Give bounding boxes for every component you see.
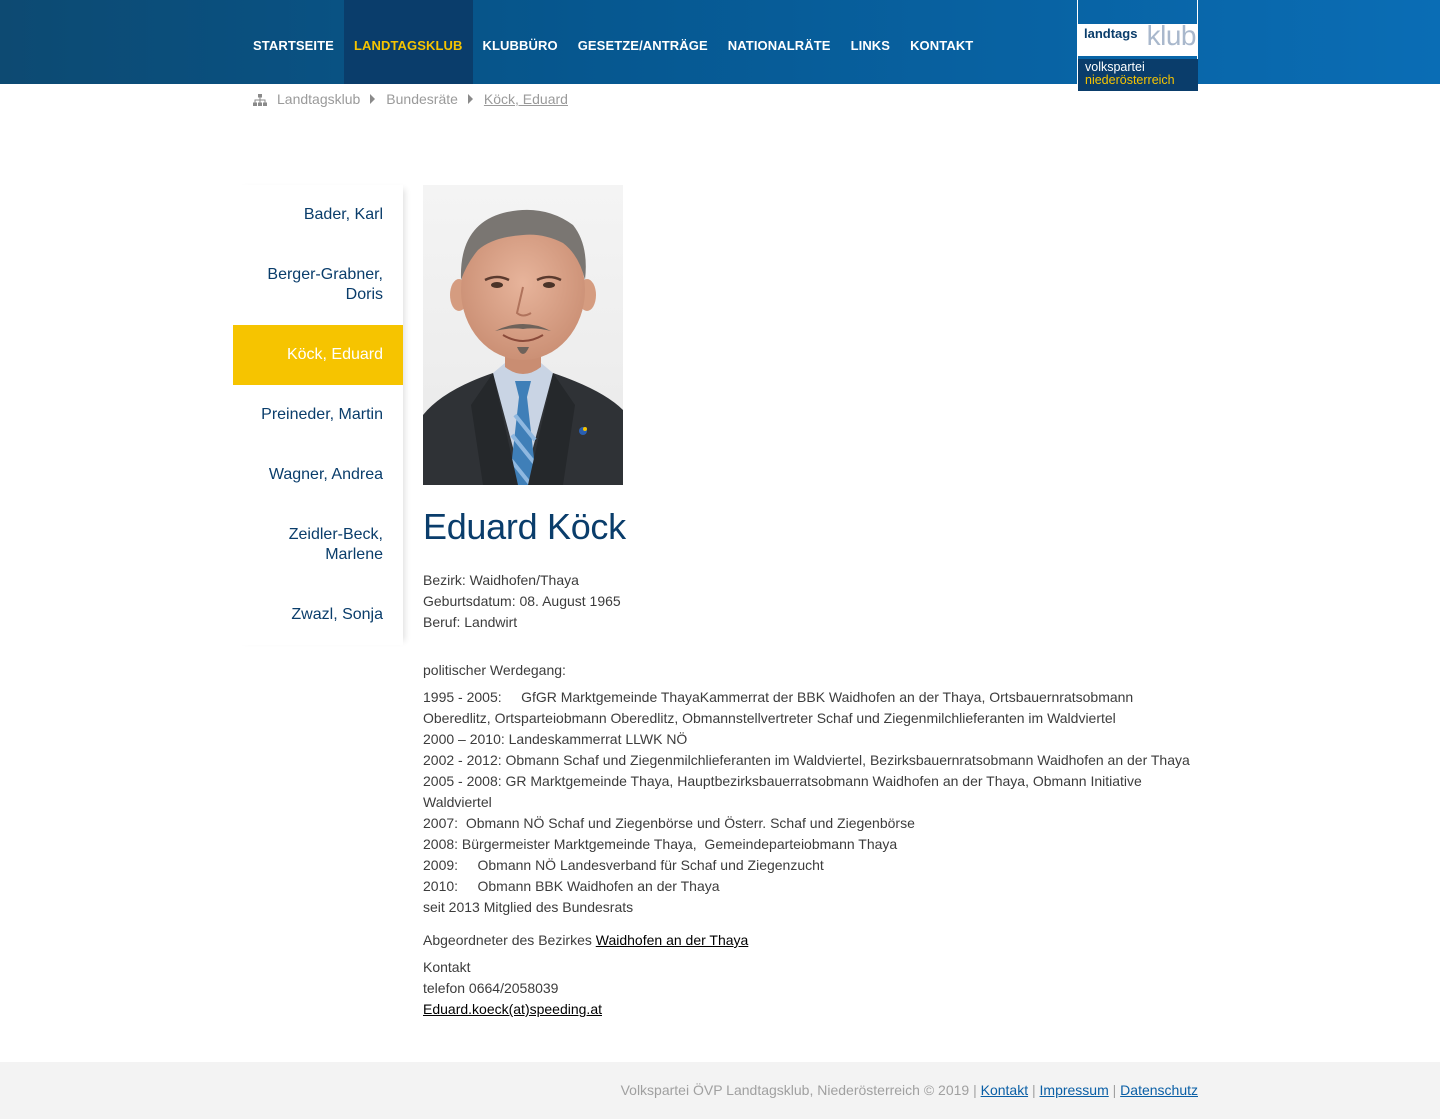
breadcrumb-arrow-icon xyxy=(468,94,473,104)
career-entry: 2008: Bürgermeister Marktgemeinde Thaya, Gemeindeparteiobmann Thaya xyxy=(423,836,898,852)
career-label: politischer Werdegang: xyxy=(423,662,566,678)
breadcrumb-landtagsklub[interactable]: Landtagsklub xyxy=(277,91,361,107)
district-line xyxy=(423,930,748,951)
contact-block xyxy=(423,957,602,1020)
career-entry: 2010: Obmann BBK Waidhofen an der Thaya xyxy=(423,878,720,894)
contact-email-link[interactable]: Eduard.koeck(at)speeding.at xyxy=(423,1001,602,1017)
site-header xyxy=(0,0,1440,87)
footer-separator: | xyxy=(1031,1082,1036,1098)
site-footer xyxy=(0,1062,1440,1119)
sidebar-item-label: Berger-Grabner, Doris xyxy=(267,266,383,303)
contact-label: Kontakt xyxy=(423,959,471,975)
sidebar-item-zeidler-beck-marlene[interactable] xyxy=(233,505,403,585)
sidebar-item-bader-karl[interactable]: Bader, Karl xyxy=(303,206,383,223)
nav-item-landtagsklub[interactable]: LANDTAGSKLUB xyxy=(344,0,473,84)
footer-link-impressum[interactable]: Impressum xyxy=(1039,1082,1109,1098)
breadcrumb-arrow-icon xyxy=(370,94,375,104)
career-entry: 2009: Obmann NÖ Landesverband für Schaf und Ziegenzucht xyxy=(423,857,824,873)
career-entry: 2002 - 2012: Obmann Schaf und Ziegenmilchlieferanten im Waldviertel, Bezirksbauernratsobmann Waidhofen an der Thaya xyxy=(423,752,1190,768)
sidebar-item-wagner-andrea[interactable]: Wagner, Andrea xyxy=(268,466,383,483)
breadcrumb-current[interactable]: Köck, Eduard xyxy=(483,91,568,107)
nav-item-links[interactable]: LINKS xyxy=(850,38,891,53)
breadcrumb-bundesraete[interactable]: Bundesräte xyxy=(386,91,458,107)
district-link[interactable]: Waidhofen an der Thaya xyxy=(595,932,749,948)
career-entry: seit 2013 Mitglied des Bundesrats xyxy=(423,899,634,915)
sidebar-member-list xyxy=(233,185,403,645)
sidebar-item-koeck-eduard[interactable]: Köck, Eduard xyxy=(233,325,403,385)
career-entry: 2005 - 2008: GR Marktgemeinde Thaya, Hauptbezirksbauerratsobmann Waidhofen an der Thaya, Obmann Initiative Waldviertel xyxy=(423,773,1142,810)
logo-text-volkspartei: volkspartei xyxy=(1085,60,1145,74)
footer-link-datenschutz[interactable]: Datenschutz xyxy=(1120,1082,1198,1098)
nav-item-startseite[interactable]: STARTSEITE xyxy=(253,38,334,53)
logo-text-niederoesterreich: niederösterreich xyxy=(1085,73,1175,87)
fact-geburtsdatum: Geburtsdatum: 08. August 1965 xyxy=(423,593,621,609)
logo-bottom-panel xyxy=(1078,59,1198,91)
footer-separator: | xyxy=(973,1082,977,1098)
sidebar-item-berger-grabner-doris[interactable] xyxy=(233,245,403,325)
member-facts xyxy=(423,570,621,633)
nav-item-nationalraete[interactable]: NATIONALRÄTE xyxy=(727,38,831,53)
site-logo[interactable] xyxy=(1077,0,1198,91)
sitemap-icon[interactable] xyxy=(253,93,267,105)
fact-beruf: Beruf: Landwirt xyxy=(423,614,518,630)
logo-text-klub: klub xyxy=(1146,20,1196,51)
sidebar-item-label: Zeidler-Beck, Marlene xyxy=(288,526,383,563)
main-nav xyxy=(243,0,983,84)
nav-item-kontakt[interactable]: KONTAKT xyxy=(910,38,974,53)
logo-top-panel xyxy=(1078,20,1198,56)
contact-phone: telefon 0664/2058039 xyxy=(423,980,559,996)
career-entry: 2000 – 2010: Landeskammerrat LLWK NÖ xyxy=(423,731,688,747)
footer-separator: | xyxy=(1112,1082,1117,1098)
footer-copyright: Volkspartei ÖVP Landtagsklub, Niederösterreich © 2019 xyxy=(620,1082,970,1098)
career-list xyxy=(423,687,1203,918)
career-entry: 1995 - 2005: GfGR Marktgemeinde ThayaKammerrat der BBK Waidhofen an der Thaya, Ortsbauernratsobmann Oberedlitz, Ortsparteiobmann Oberedlitz, Obmannstellvertreter Schaf und Ziegenmilchlieferanten im Waldviertel xyxy=(423,689,1138,726)
member-portrait xyxy=(423,185,623,485)
nav-item-gesetze-antraege[interactable]: GESETZE/ANTRÄGE xyxy=(577,38,708,53)
footer-line xyxy=(621,1082,1198,1098)
breadcrumb xyxy=(253,90,568,108)
fact-bezirk: Bezirk: Waidhofen/Thaya xyxy=(423,572,579,588)
sidebar-item-preineder-martin[interactable]: Preineder, Martin xyxy=(261,406,383,423)
logo-text-landtags: landtags xyxy=(1084,26,1138,41)
career-entry: 2007: Obmann NÖ Schaf und Ziegenbörse und Österr. Schaf und Ziegenbörse xyxy=(423,815,915,831)
district-prefix: Abgeordneter des Bezirkes xyxy=(423,932,592,948)
member-name-heading: Eduard Köck xyxy=(423,506,626,547)
footer-link-kontakt[interactable]: Kontakt xyxy=(980,1082,1029,1098)
sidebar-item-zwazl-sonja[interactable]: Zwazl, Sonja xyxy=(291,606,383,623)
nav-item-klubbuero[interactable]: KLUBBÜRO xyxy=(482,38,558,53)
